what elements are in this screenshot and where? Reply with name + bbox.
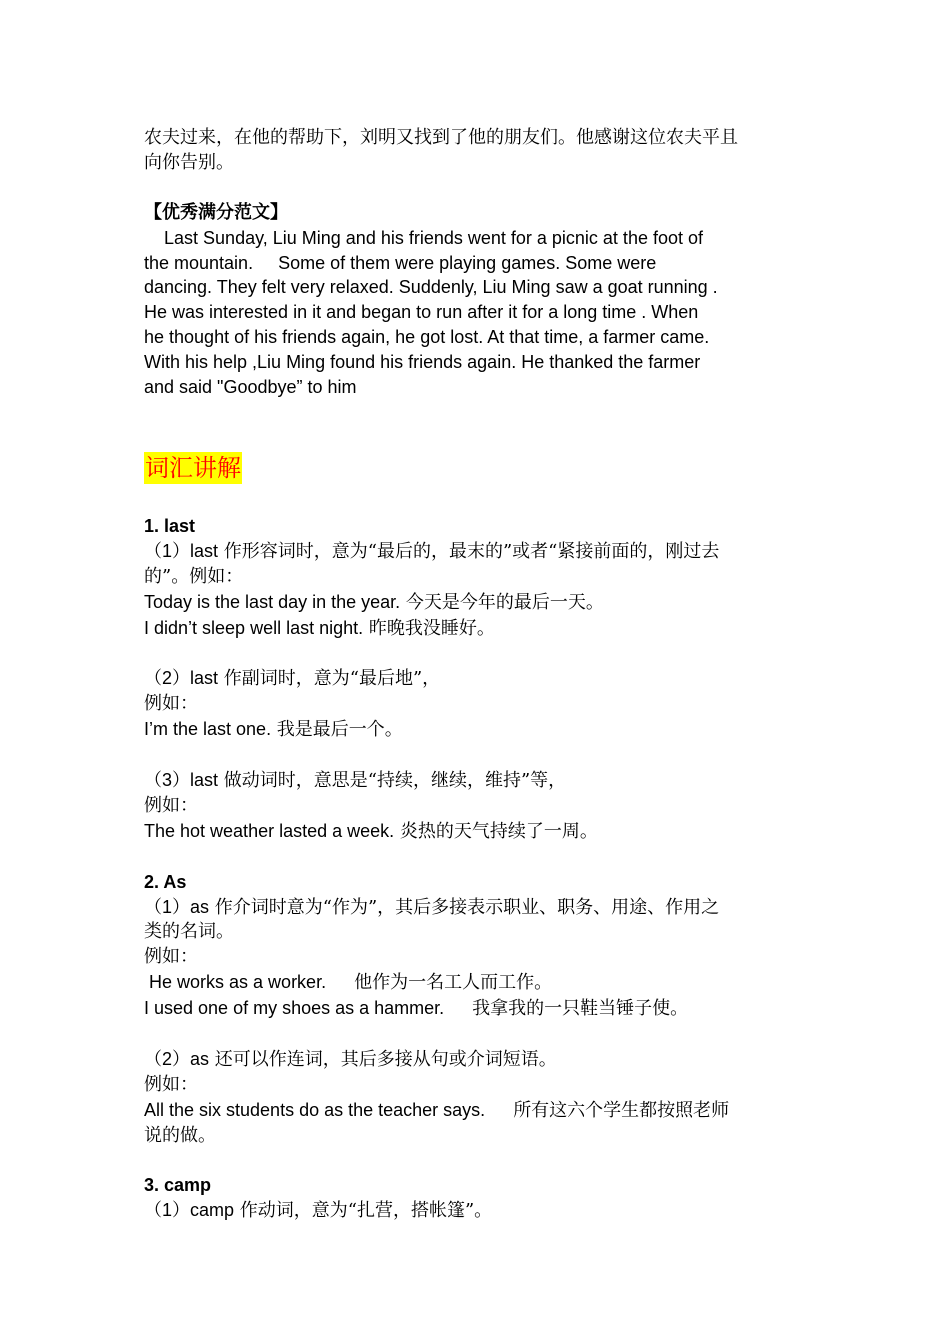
definition-line: （2）as 还可以作连词，其后多接从句或介词短语。 — [144, 1048, 557, 1070]
example-sentence: I’m the last one. 我是最后一个。 — [144, 719, 403, 741]
definition-line: （1）last 作形容词时，意为“最后的，最末的”或者“紧接前面的，刚过去 — [144, 540, 720, 562]
example-label: 例如： — [144, 794, 198, 816]
example-label: 例如： — [144, 693, 198, 715]
intro-line: 向你告别。 — [144, 151, 234, 173]
example-sentence: 说的做。 — [144, 1124, 216, 1146]
essay-line: Last Sunday, Liu Ming and his friends went for a picnic at the foot of — [144, 227, 703, 248]
definition-line: 类的名词。 — [144, 921, 234, 943]
definition-line: （3）last 做动词时，意思是“持续，继续，维持”等， — [144, 769, 567, 791]
essay-line: the mountain. Some of them were playing games. Some were — [144, 252, 657, 273]
example-sentence: All the six students do as the teacher says. 所有这六个学生都按照老师 — [144, 1099, 730, 1121]
essay-line: he thought of his friends again, he got lost. At that time, a farmer came. — [144, 327, 710, 348]
example-label: 例如： — [144, 1073, 198, 1095]
example-sentence: I used one of my shoes as a hammer. 我拿我的一只鞋当锤子使。 — [144, 998, 689, 1020]
definition-line: 的”。例如： — [144, 565, 244, 587]
essay-line: He was interested in it and began to run after it for a long time . When — [144, 302, 699, 323]
essay-line: dancing. They felt very relaxed. Suddenly, Liu Ming saw a goat running . — [144, 277, 718, 298]
intro-line: 农夫过来，在他的帮助下，刘明又找到了他的朋友们。他感谢这位农夫平且 — [144, 127, 738, 148]
example-sentence: He works as a worker. 他作为一名工人而工作。 — [144, 972, 553, 994]
essay-heading: 【优秀满分范文】 — [144, 201, 288, 223]
vocab-heading-camp: 3. camp — [144, 1175, 212, 1196]
essay-text — [144, 226, 814, 400]
definition-line: （2）last 作副词时，意为“最后地”， — [144, 668, 441, 690]
example-sentence: Today is the last day in the year. 今天是今年的最后一天。 — [144, 591, 604, 613]
essay-line: With his help ,Liu Ming found his friends again. He thanked the farmer — [144, 352, 701, 373]
example-sentence: I didn’t sleep well last night. 昨晚我没睡好。 — [144, 617, 495, 639]
example-label: 例如： — [144, 946, 198, 968]
definition-line: （1）as 作介词时意为“作为”，其后多接表示职业、职务、用途、作用之 — [144, 896, 720, 918]
document-body — [144, 126, 814, 1224]
example-sentence: The hot weather lasted a week. 炎热的天气持续了一周。 — [144, 820, 598, 842]
vocab-heading-as: 2. As — [144, 871, 187, 892]
section-title: 词汇讲解 — [145, 453, 241, 482]
definition-line: （1）camp 作动词，意为“扎营，搭帐篷”。 — [144, 1200, 493, 1222]
essay-line: and said "Goodbye” to him — [144, 377, 357, 398]
vocab-heading-last: 1. last — [144, 515, 196, 536]
